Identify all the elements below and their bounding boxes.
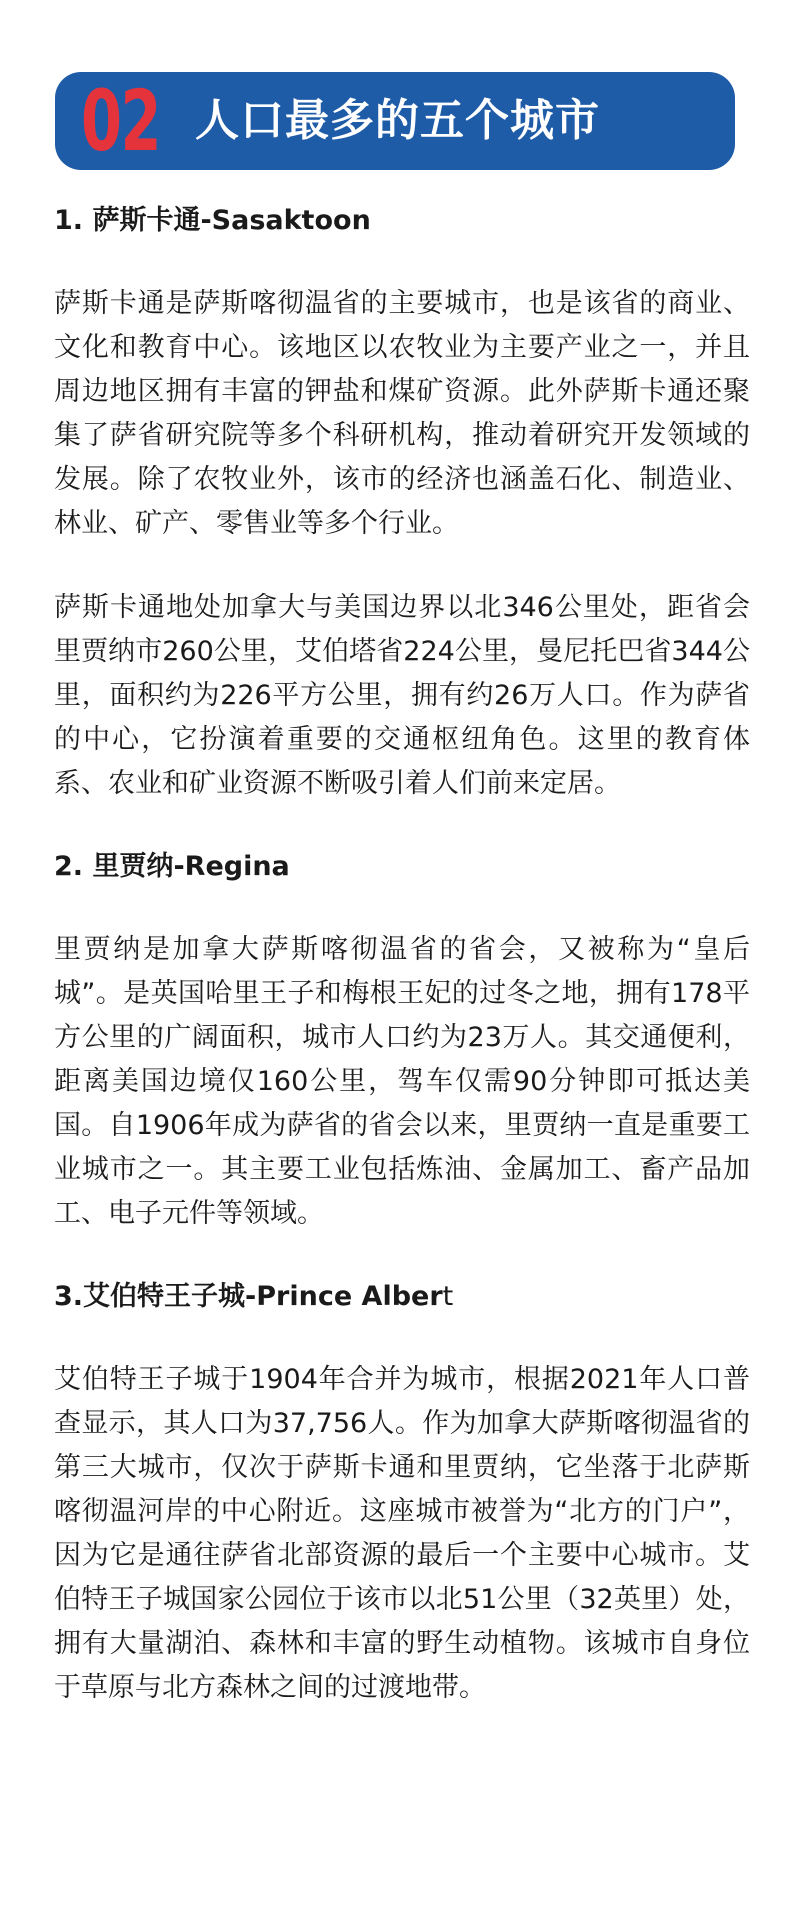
paragraph: 艾伯特王子城于1904年合并为城市，根据2021年人口普查显示，其人口为37,756人。作为加拿大萨斯喀彻温省的第三大城市，仅次于萨斯卡通和里贾纳，它坐落于北萨斯喀彻温河岸的中心附近。这座城市被誉为“北方的门户”，因为它是通往萨省北部资源的最后一个主要中心城市。艾伯特王子城国家公园位于该市以北51公里（32英里）处，拥有大量湖泊、森林和丰富的野生动植物。该城市自身位于草原与北方森林之间的过渡地带。 — [54, 1364, 750, 1703]
city-heading-prince-albert: 3.艾伯特王子城-Prince Albert — [54, 1281, 454, 1312]
section-number: 02 — [81, 72, 160, 170]
section-title: 人口最多的五个城市 — [195, 95, 600, 146]
city-heading-saskatoon: 1. 萨斯卡通-Sasaktoon — [54, 205, 371, 236]
paragraph: 里贾纳是加拿大萨斯喀彻温省的省会，又被称为“皇后城”。是英国哈里王子和梅根王妃的过冬之地，拥有178平方公里的广阔面积，城市人口约为23万人。其交通便利，距离美国边境仅160公里，驾车仅需90分钟即可抵达美国。自1906年成为萨省的省会以来，里贾纳一直是重要工业城市之一。其主要工业包括炼油、金属加工、畜产品加工、电子元件等领域。 — [54, 934, 750, 1229]
paragraph: 萨斯卡通是萨斯喀彻温省的主要城市，也是该省的商业、文化和教育中心。该地区以农牧业为主要产业之一，并且周边地区拥有丰富的钾盐和煤矿资源。此外萨斯卡通还聚集了萨省研究院等多个科研机构，推动着研究开发领域的发展。除了农牧业外，该市的经济也涵盖石化、制造业、林业、矿产、零售业等多个行业。 — [54, 288, 750, 539]
article-body — [54, 200, 750, 1750]
paragraph: 萨斯卡通地处加拿大与美国边界以北346公里处，距省会里贾纳市260公里，艾伯塔省224公里，曼尼托巴省344公里，面积约为226平方公里，拥有约26万人口。作为萨省的中心，它扮演着重要的交通枢纽角色。这里的教育体系、农业和矿业资源不断吸引着人们前来定居。 — [54, 592, 750, 799]
city-heading-regina: 2. 里贾纳-Regina — [54, 851, 290, 882]
section-banner — [55, 72, 735, 170]
